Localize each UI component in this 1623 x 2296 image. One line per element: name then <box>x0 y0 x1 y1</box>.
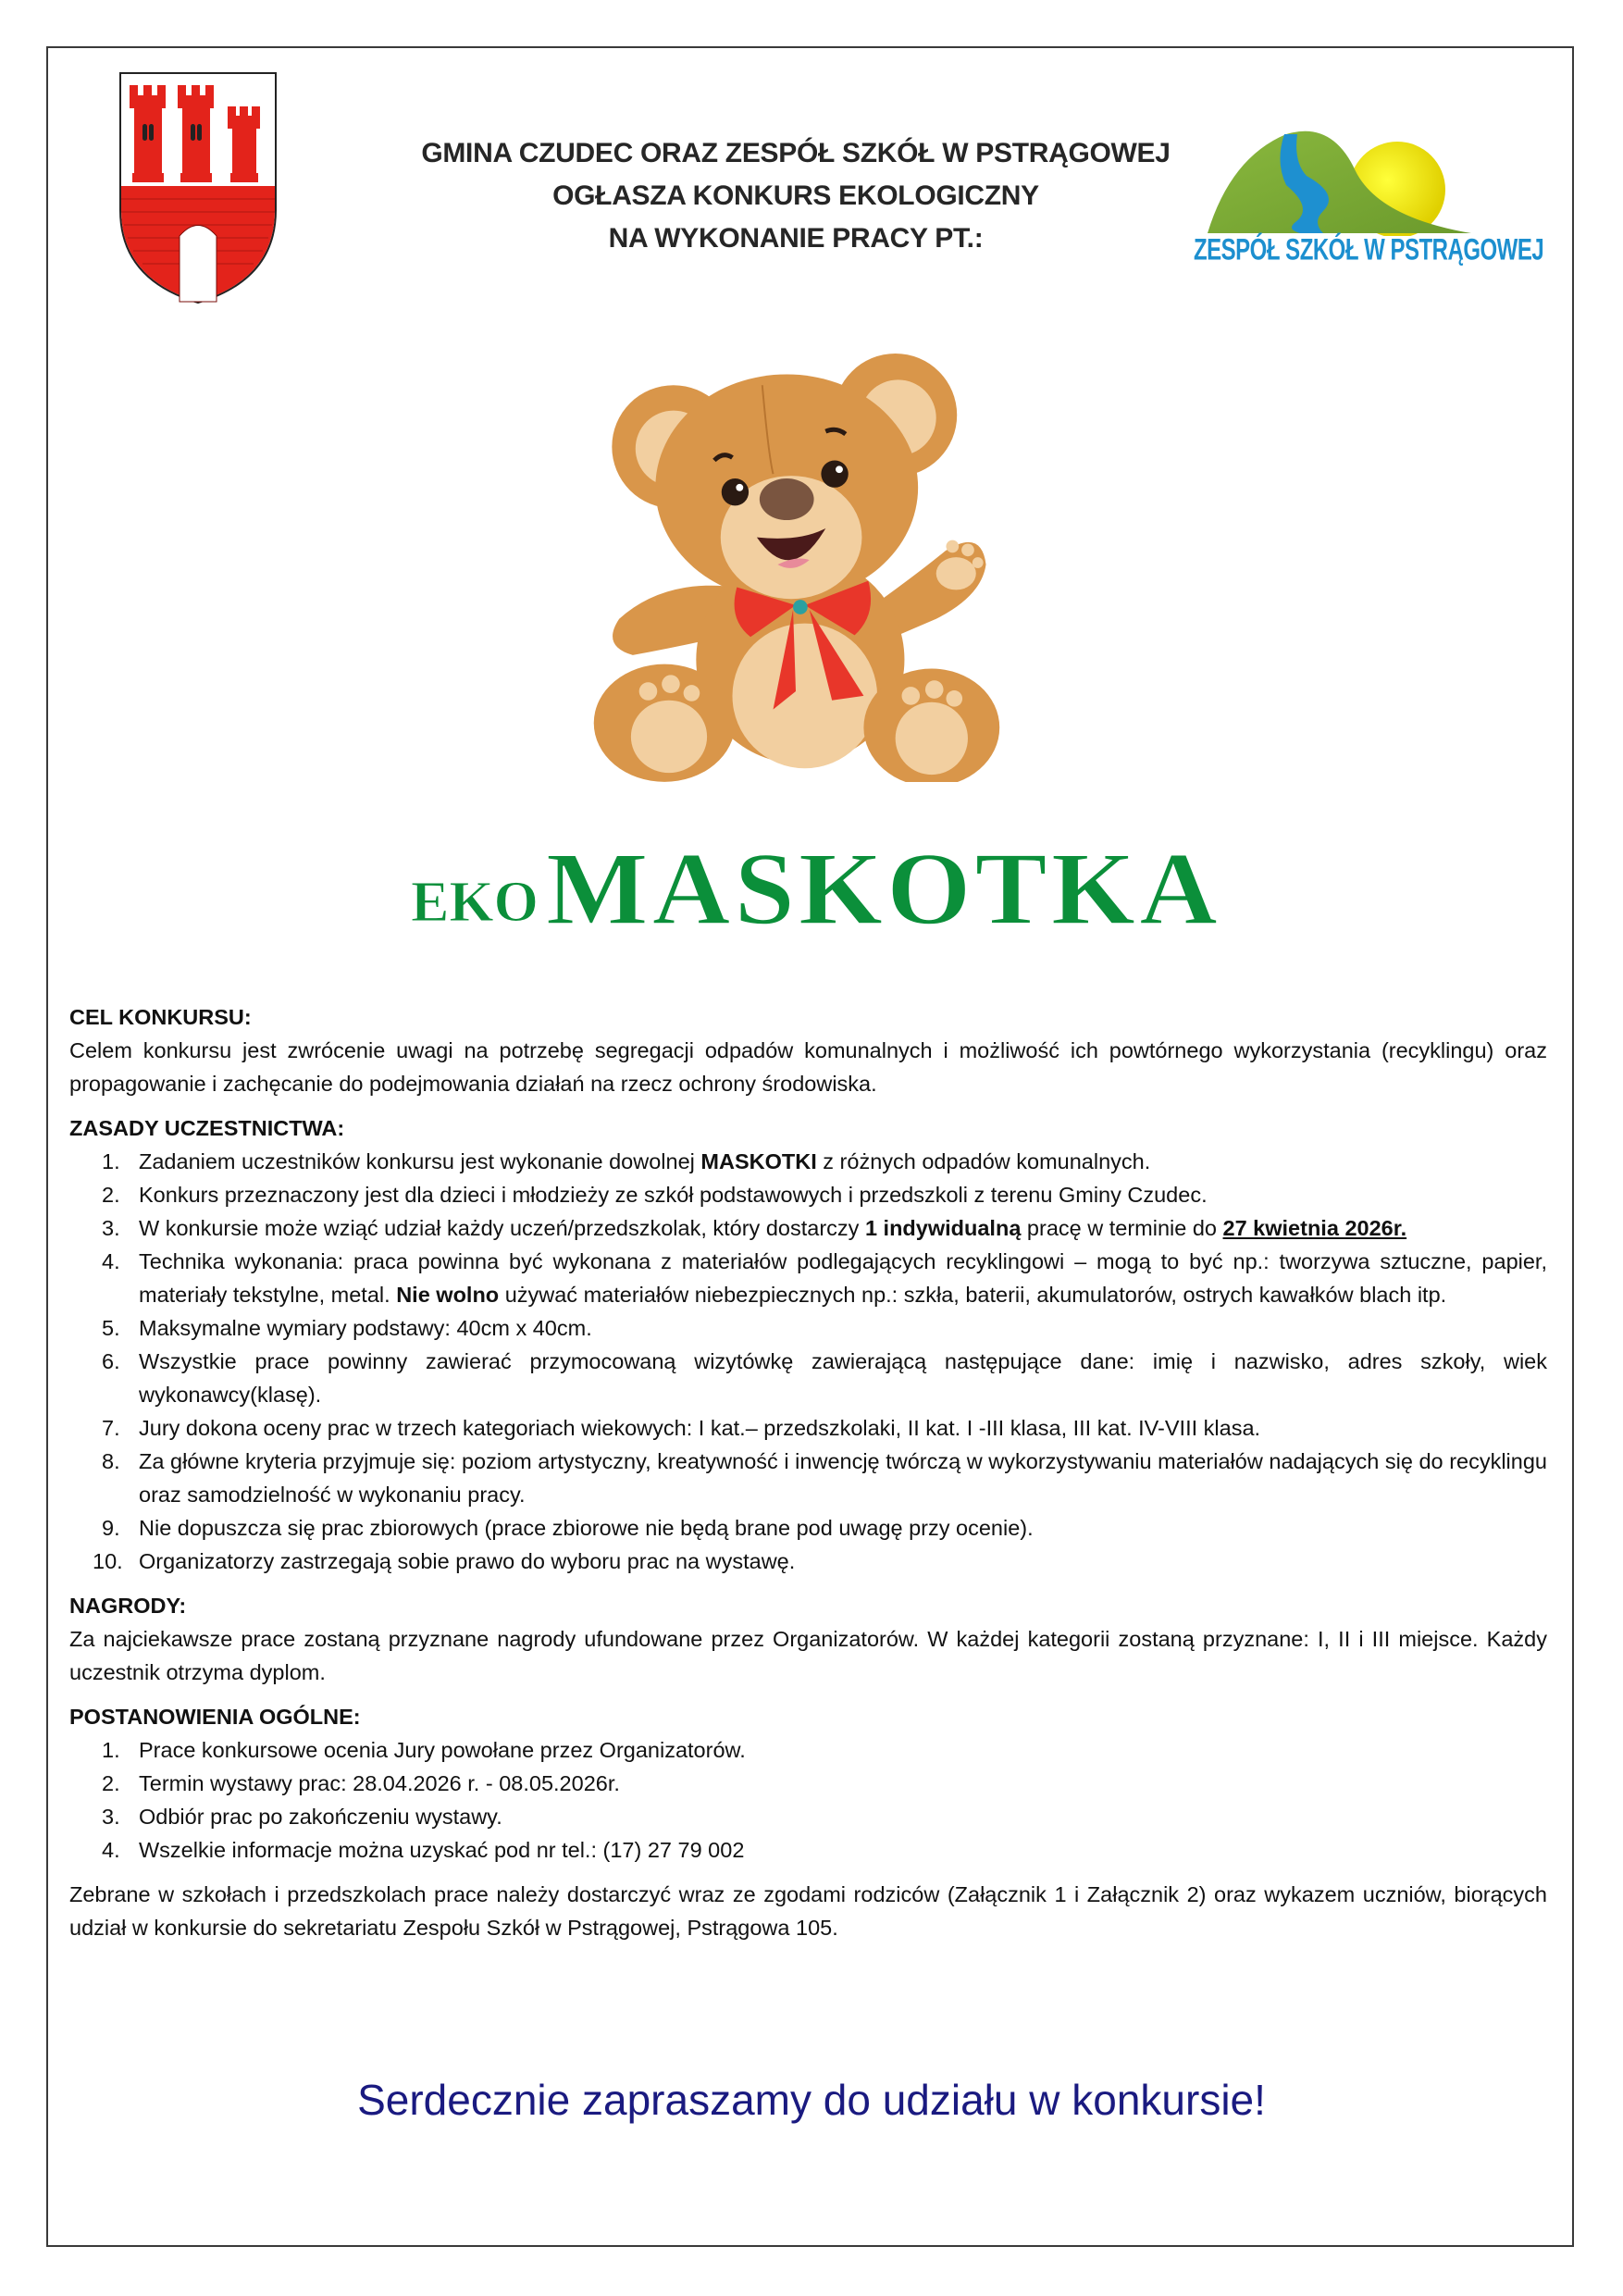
list-item <box>69 1411 1547 1445</box>
list-item <box>69 1767 1547 1800</box>
item-number: 2. <box>102 1771 120 1795</box>
postanowienia-heading: POSTANOWIENIA OGÓLNE: <box>69 1705 361 1729</box>
hill-river-sun-icon <box>1194 120 1490 236</box>
document-body <box>69 1000 1547 1944</box>
item-number: 4. <box>102 1249 120 1273</box>
item-text: Prace konkursowe ocenia Jury powołane przez Organizatorów. <box>139 1738 746 1762</box>
list-item <box>69 1145 1547 1178</box>
item-bold: Nie wolno <box>396 1283 500 1307</box>
section-cel <box>69 1000 1547 1100</box>
item-number: 8. <box>102 1449 120 1473</box>
item-number: 9. <box>102 1516 120 1540</box>
item-number: 5. <box>102 1316 120 1340</box>
list-item <box>69 1545 1547 1578</box>
zasady-list <box>69 1145 1547 1578</box>
item-text: Konkurs przeznaczony jest dla dzieci i młodzieży ze szkół podstawowych i przedszkoli z terenu Gminy Czudec. <box>139 1183 1208 1207</box>
list-item <box>69 1245 1547 1311</box>
deadline-date: 27 kwietnia 2026r. <box>1222 1216 1407 1240</box>
list-item <box>69 1511 1547 1545</box>
item-bold: 1 indywidualną <box>864 1216 1022 1240</box>
ekomaskotka-title <box>398 824 1231 935</box>
school-logo-text: ZESPÓŁ SZKÓŁ W PSTRĄGOWEJ <box>1194 233 1544 267</box>
item-text: Za główne kryteria przyjmuje się: poziom artystyczny, kreatywność i inwencję twórczą w wykorzystywaniu materiałów nadających się do recyklingu oraz samodzielność w wykonaniu pracy. <box>139 1449 1547 1507</box>
list-item <box>69 1800 1547 1833</box>
section-zasady <box>69 1111 1547 1578</box>
item-text: Wszystkie prace powinny zawierać przymocowaną wizytówkę zawierającą następujące dane: imię i nazwisko, adres szkoły, wiek wykonawcy(klasę). <box>139 1349 1547 1407</box>
item-text: używać materiałów niebezpiecznych np.: szkła, baterii, akumulatorów, ostrych kawałków blach itp. <box>499 1283 1447 1307</box>
item-number: 4. <box>102 1838 120 1862</box>
list-item <box>69 1345 1547 1411</box>
announcement-header <box>333 132 1258 260</box>
nagrody-text: Za najciekawsze prace zostaną przyznane nagrody ufundowane przez Organizatorów. W każdej kategorii zostaną przyznane: I, II i III miejsce. Każdy uczestnik otrzyma dyplom. <box>69 1627 1547 1684</box>
item-text: Nie dopuszcza się prac zbiorowych (prace zbiorowe nie będą brane pod uwagę przy ocenie). <box>139 1516 1034 1540</box>
list-item <box>69 1311 1547 1345</box>
item-number: 10. <box>93 1549 123 1573</box>
item-number: 7. <box>102 1416 120 1440</box>
item-text: Wszelkie informacje można uzyskać pod nr tel.: (17) 27 79 002 <box>139 1838 745 1862</box>
zasady-heading: ZASADY UCZESTNICTWA: <box>69 1116 345 1140</box>
cel-heading: CEL KONKURSU: <box>69 1005 252 1029</box>
item-number: 1. <box>102 1738 120 1762</box>
postanowienia-list <box>69 1733 1547 1867</box>
item-text: Maksymalne wymiary podstawy: 40cm x 40cm. <box>139 1316 592 1340</box>
item-text: Termin wystawy prac: 28.04.2026 r. - 08.05.2026r. <box>139 1771 620 1795</box>
school-logo <box>1194 120 1544 278</box>
list-item <box>69 1445 1547 1511</box>
section-nagrody <box>69 1589 1547 1689</box>
title-main: MASKOTKA <box>546 832 1221 935</box>
item-bold: MASKOTKI <box>700 1149 817 1173</box>
nagrody-heading: NAGRODY: <box>69 1594 187 1618</box>
list-item <box>69 1733 1547 1767</box>
item-number: 2. <box>102 1183 120 1207</box>
gmina-coat-of-arms-icon <box>118 71 278 304</box>
header-line-1: GMINA CZUDEC ORAZ ZESPÓŁ SZKÓŁ W PSTRĄGOWEJ <box>421 138 1171 168</box>
item-text: pracę w terminie do <box>1021 1216 1223 1240</box>
item-text: z różnych odpadów komunalnych. <box>816 1149 1151 1173</box>
item-text: Technika wykonania: praca powinna być wykonana z materiałów podlegających recyklingowi – mogą to być np.: tworzywa sztuczne, papier, materiały tekstylne, metal. <box>139 1249 1547 1307</box>
final-note: Zebrane w szkołach i przedszkolach prace należy dostarczyć wraz ze zgodami rodziców (Załącznik 1 i Załącznik 2) oraz wykazem uczniów, biorących udział w konkursie do sekretariatu Zespołu Szkół w Pstrągowej, Pstrągowa 105. <box>69 1882 1547 1940</box>
title-prefix: EKO <box>411 871 539 934</box>
list-item <box>69 1211 1547 1245</box>
closing-invitation: Serdecznie zapraszamy do udziału w konkursie! <box>357 2076 1266 2124</box>
list-item <box>69 1178 1547 1211</box>
section-postanowienia <box>69 1700 1547 1867</box>
item-text: Odbiór prac po zakończeniu wystawy. <box>139 1805 502 1829</box>
item-number: 3. <box>102 1805 120 1829</box>
teddy-bear-icon <box>583 347 1009 782</box>
item-text: Zadaniem uczestników konkursu jest wykonanie dowolnej <box>139 1149 701 1173</box>
item-number: 1. <box>102 1149 120 1173</box>
cel-text: Celem konkursu jest zwrócenie uwagi na potrzebę segregacji odpadów komunalnych i możliwość ich powtórnego wykorzystania (recyklingu) oraz propagowanie i zachęcanie do podejmowania działań na rzecz ochrony środowiska. <box>69 1038 1547 1096</box>
item-text: W konkursie może wziąć udział każdy uczeń/przedszkolak, który dostarczy <box>139 1216 865 1240</box>
item-text: Jury dokona oceny prac w trzech kategoriach wiekowych: I kat.– przedszkolaki, II kat. I -III klasa, III kat. IV-VIII klasa. <box>139 1416 1261 1440</box>
item-text: Organizatorzy zastrzegają sobie prawo do wyboru prac na wystawę. <box>139 1549 796 1573</box>
header-line-3: NA WYKONANIE PRACY PT.: <box>608 223 984 254</box>
item-number: 6. <box>102 1349 120 1373</box>
list-item <box>69 1833 1547 1867</box>
item-number: 3. <box>102 1216 120 1240</box>
header-line-2: OGŁASZA KONKURS EKOLOGICZNY <box>552 180 1039 211</box>
